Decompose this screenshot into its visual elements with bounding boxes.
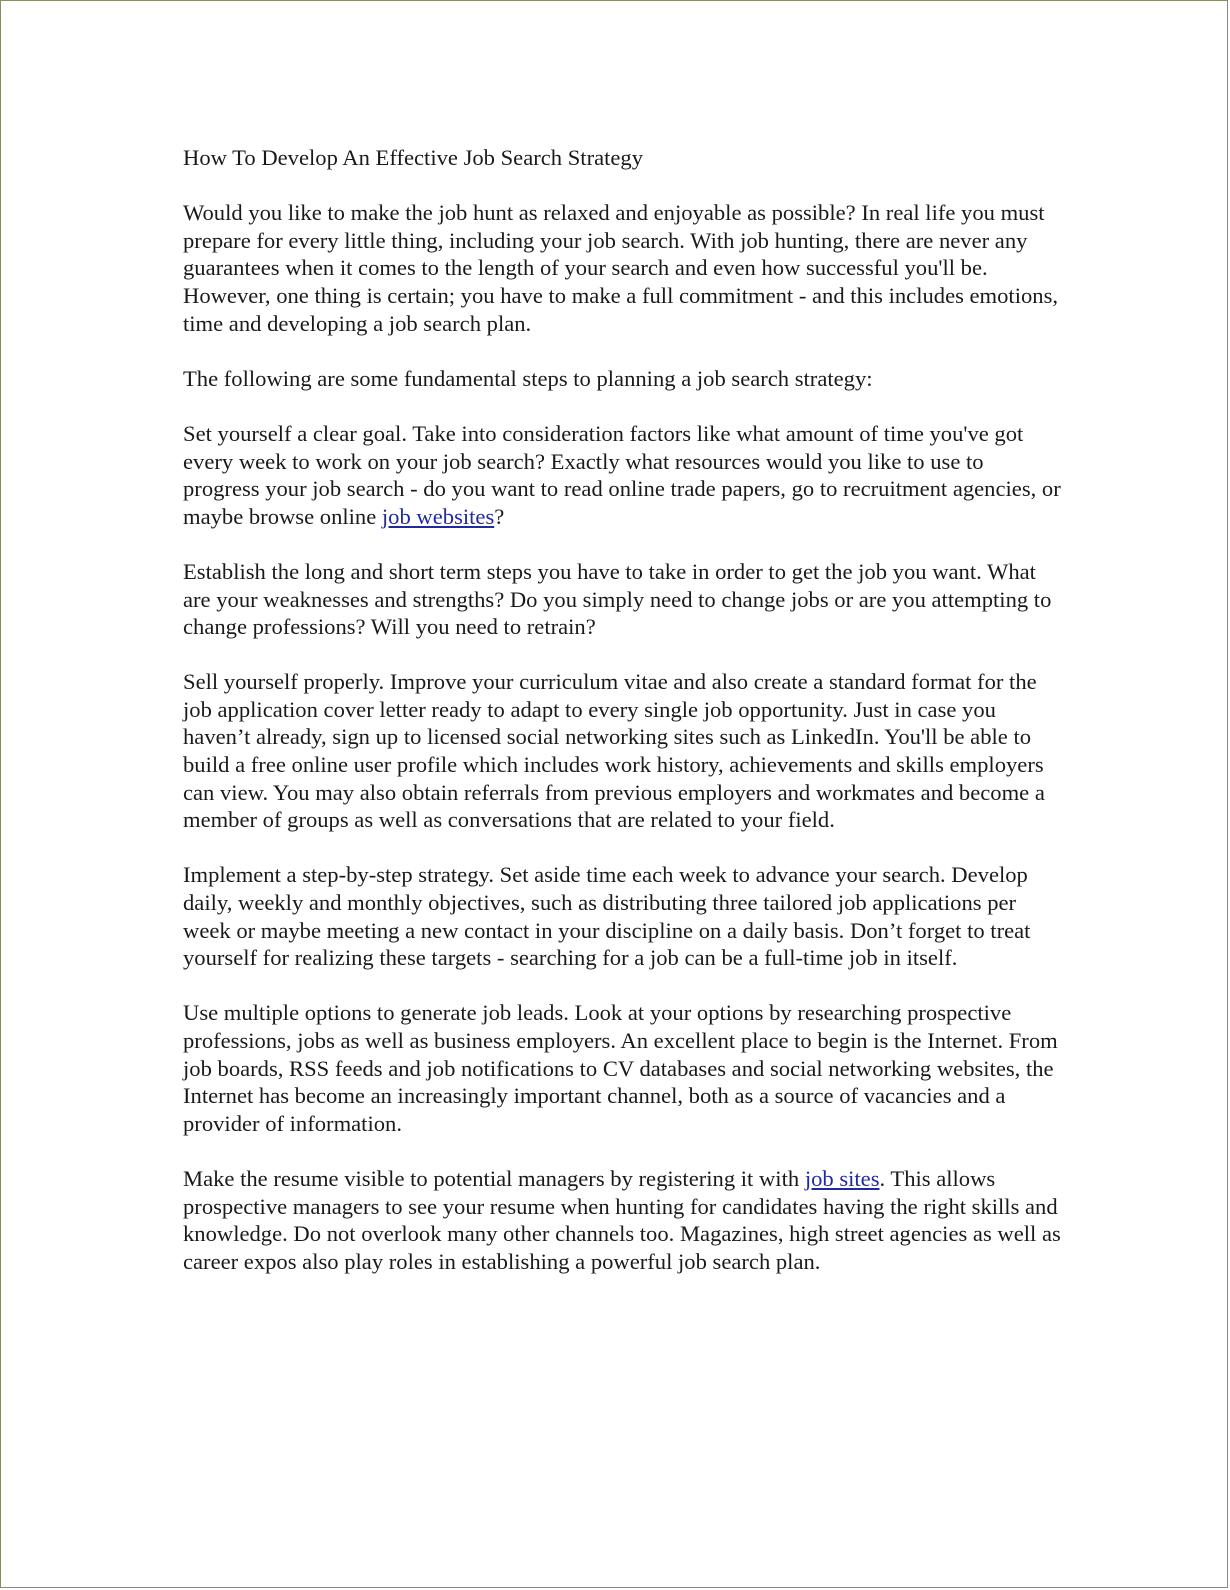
paragraph-steps-intro: The following are some fundamental steps to planning a job search strategy: (183, 365, 873, 391)
paragraph-step-by-step: Implement a step-by-step strategy. Set aside time each week to advance your search. Develop daily, weekly and monthly objectives, such as distributing three tailored job applications per week or maybe meeting a new contact in your discipline on a daily basis. Don’t forget to treat yourself for realizing these targets - searching for a job can be a full-time job in itself. (183, 862, 1031, 971)
paragraph-intro: Would you like to make the job hunt as relaxed and enjoyable as possible? In real life you must prepare for every little thing, including your job search. With job hunting, there are never any guarantees when it comes to the length of your search and even how successful you'll be. However, one thing is certain; you have to make a full commitment - and this includes emotions, time and developing a job search plan. (183, 200, 1059, 336)
paragraph-text: . This allows prospective managers to see your resume when hunting for candidates having the right skills and knowledge. Do not overlook many other channels too. Magazines, high street agencies as well as career expos also play roles in establishing a powerful job search plan. (183, 1165, 1061, 1274)
paragraph-text: ? (494, 503, 505, 529)
paragraph-multiple-options: Use multiple options to generate job leads. Look at your options by researching prospective professions, jobs as well as business employers. An excellent place to begin is the Internet. From job boards, RSS feeds and job notifications to CV databases and social networking websites, the Internet has become an increasingly important channel, both as a source of vacancies and a provider of information. (183, 1000, 1058, 1136)
paragraph-sell-yourself: Sell yourself properly. Improve your curriculum vitae and also create a standard format for the job application cover letter ready to adapt to every single job opportunity. Just in case you haven’t already, sign up to licensed social networking sites such as LinkedIn. You'll be able to build a free online user profile which includes work history, achievements and skills employers can view. You may also obtain referrals from previous employers and workmates and become a member of groups as well as conversations that are related to your field. (183, 669, 1045, 833)
document-title: How To Develop An Effective Job Search Strategy (183, 145, 644, 170)
paragraph-text: Make the resume visible to potential managers by registering it with (183, 1165, 805, 1191)
paragraph-long-short-term: Establish the long and short term steps you have to take in order to get the job you want. What are your weaknesses and strengths? Do you simply need to change jobs or are you attempting to change professions? Will you need to retrain? (183, 558, 1052, 640)
paragraph-clear-goal (183, 420, 1063, 530)
job-websites-link[interactable]: job websites (381, 503, 495, 529)
paragraph-resume-visible (183, 1165, 1063, 1275)
paragraph-text: Set yourself a clear goal. Take into consideration factors like what amount of time you've got every week to work on your job search? Exactly what resources would you like to use to progress your job search - do you want to read online trade papers, go to recruitment agencies, or maybe browse online (183, 420, 1061, 529)
job-sites-link[interactable]: job sites (804, 1165, 880, 1191)
document-body (183, 144, 1063, 1303)
